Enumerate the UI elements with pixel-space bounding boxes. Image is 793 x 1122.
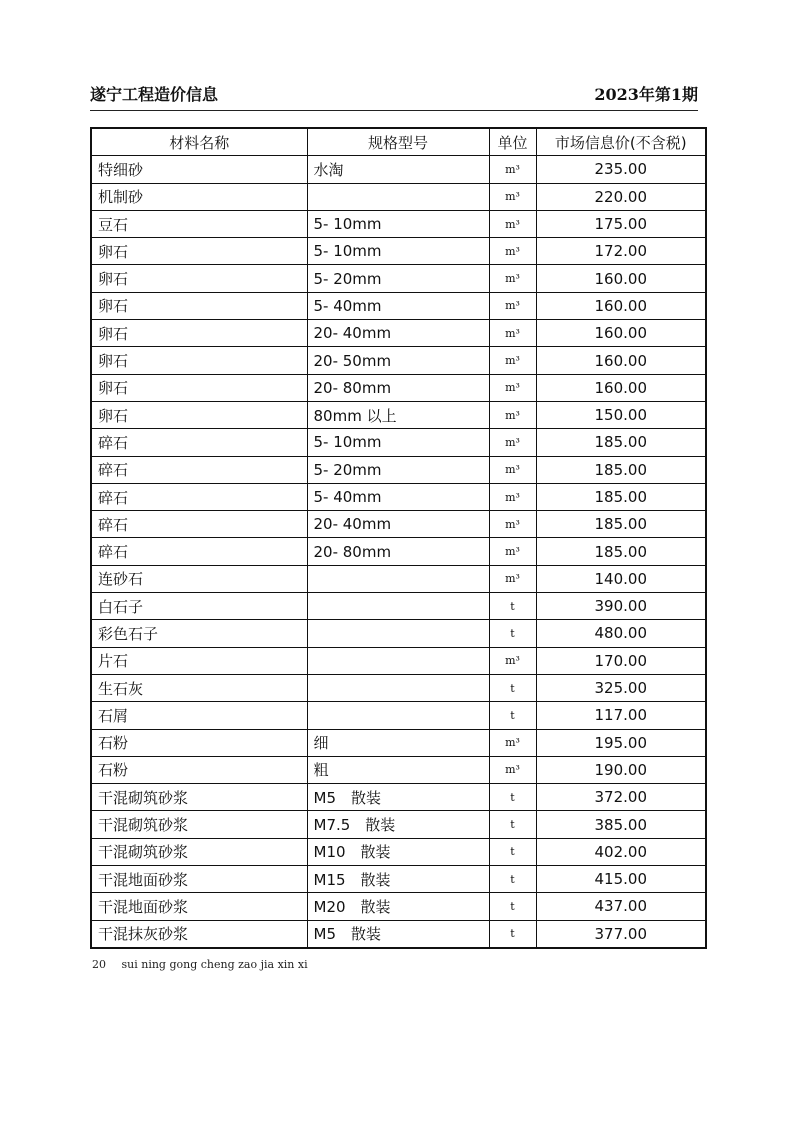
cell-price: 480.00	[536, 620, 706, 647]
table-row	[91, 265, 706, 292]
table-row	[91, 210, 706, 237]
cell-price: 160.00	[536, 292, 706, 319]
cell-spec: 20- 40mm	[307, 511, 489, 538]
publication-title: 遂宁工程造价信息	[90, 85, 219, 104]
cell-material-name: 干混地面砂浆	[91, 866, 307, 893]
table-row	[91, 320, 706, 347]
cell-material-name: 石屑	[91, 702, 307, 729]
cell-unit: m³	[489, 538, 536, 565]
cell-material-name: 豆石	[91, 210, 307, 237]
cell-spec: 20- 80mm	[307, 538, 489, 565]
cell-material-name: 特细砂	[91, 156, 307, 183]
cell-spec: 5- 40mm	[307, 483, 489, 510]
cell-unit: t	[489, 893, 536, 920]
cell-unit: t	[489, 920, 536, 948]
table-row	[91, 456, 706, 483]
cell-material-name: 石粉	[91, 756, 307, 783]
table-row	[91, 565, 706, 592]
cell-unit: m³	[489, 565, 536, 592]
cell-material-name: 机制砂	[91, 183, 307, 210]
table-header-row	[91, 128, 706, 156]
cell-spec: M15 散装	[307, 866, 489, 893]
table-row	[91, 401, 706, 428]
cell-spec: 粗	[307, 756, 489, 783]
cell-unit: m³	[489, 265, 536, 292]
cell-spec: 5- 40mm	[307, 292, 489, 319]
cell-spec: 20- 50mm	[307, 347, 489, 374]
cell-price: 160.00	[536, 320, 706, 347]
cell-spec: 80mm 以上	[307, 401, 489, 428]
cell-material-name: 卵石	[91, 238, 307, 265]
cell-unit: m³	[489, 483, 536, 510]
cell-material-name: 生石灰	[91, 674, 307, 701]
cell-spec: M5 散装	[307, 920, 489, 948]
table-row	[91, 238, 706, 265]
cell-price: 390.00	[536, 593, 706, 620]
cell-unit: m³	[489, 347, 536, 374]
cell-material-name: 卵石	[91, 292, 307, 319]
cell-unit: m³	[489, 183, 536, 210]
cell-price: 372.00	[536, 784, 706, 811]
cell-unit: m³	[489, 429, 536, 456]
cell-price: 195.00	[536, 729, 706, 756]
cell-unit: t	[489, 784, 536, 811]
cell-spec: M5 散装	[307, 784, 489, 811]
table-row	[91, 620, 706, 647]
cell-spec	[307, 674, 489, 701]
page-header	[90, 80, 698, 111]
column-header-price: 市场信息价(不含税)	[536, 128, 706, 156]
cell-spec: M7.5 散装	[307, 811, 489, 838]
cell-unit: m³	[489, 647, 536, 674]
cell-spec: 20- 80mm	[307, 374, 489, 401]
cell-unit: m³	[489, 756, 536, 783]
cell-unit: t	[489, 593, 536, 620]
cell-price: 325.00	[536, 674, 706, 701]
cell-unit: m³	[489, 401, 536, 428]
cell-unit: m³	[489, 210, 536, 237]
table-row	[91, 538, 706, 565]
cell-price: 437.00	[536, 893, 706, 920]
cell-spec	[307, 565, 489, 592]
cell-unit: m³	[489, 729, 536, 756]
price-table	[90, 127, 707, 949]
cell-material-name: 干混地面砂浆	[91, 893, 307, 920]
cell-unit: m³	[489, 511, 536, 538]
cell-unit: m³	[489, 320, 536, 347]
cell-spec: M10 散装	[307, 838, 489, 865]
cell-spec: 5- 20mm	[307, 456, 489, 483]
cell-spec: 20- 40mm	[307, 320, 489, 347]
cell-price: 150.00	[536, 401, 706, 428]
table-row	[91, 511, 706, 538]
cell-material-name: 石粉	[91, 729, 307, 756]
table-row	[91, 920, 706, 948]
cell-unit: m³	[489, 292, 536, 319]
table-row	[91, 784, 706, 811]
cell-price: 160.00	[536, 347, 706, 374]
page-footer	[92, 958, 308, 971]
cell-material-name: 干混砌筑砂浆	[91, 811, 307, 838]
cell-unit: t	[489, 620, 536, 647]
cell-price: 415.00	[536, 866, 706, 893]
table-row	[91, 183, 706, 210]
cell-price: 185.00	[536, 538, 706, 565]
table-row	[91, 756, 706, 783]
cell-price: 172.00	[536, 238, 706, 265]
table-row	[91, 838, 706, 865]
table-row	[91, 593, 706, 620]
table-row	[91, 374, 706, 401]
cell-spec: M20 散装	[307, 893, 489, 920]
cell-spec	[307, 183, 489, 210]
cell-price: 185.00	[536, 483, 706, 510]
column-header-spec: 规格型号	[307, 128, 489, 156]
table-row	[91, 347, 706, 374]
cell-material-name: 片石	[91, 647, 307, 674]
cell-material-name: 碎石	[91, 429, 307, 456]
footer-text: sui ning gong cheng zao jia xin xi	[121, 958, 308, 971]
cell-spec: 5- 20mm	[307, 265, 489, 292]
column-header-unit: 单位	[489, 128, 536, 156]
cell-spec: 水淘	[307, 156, 489, 183]
cell-spec	[307, 702, 489, 729]
table-row	[91, 674, 706, 701]
cell-spec: 细	[307, 729, 489, 756]
cell-price: 402.00	[536, 838, 706, 865]
cell-material-name: 连砂石	[91, 565, 307, 592]
cell-material-name: 卵石	[91, 265, 307, 292]
cell-price: 235.00	[536, 156, 706, 183]
page-number: 20	[92, 958, 106, 971]
cell-material-name: 碎石	[91, 456, 307, 483]
table-row	[91, 483, 706, 510]
cell-unit: t	[489, 702, 536, 729]
cell-material-name: 干混抹灰砂浆	[91, 920, 307, 948]
cell-unit: m³	[489, 156, 536, 183]
table-body	[91, 156, 706, 948]
cell-spec: 5- 10mm	[307, 210, 489, 237]
table-row	[91, 811, 706, 838]
cell-price: 117.00	[536, 702, 706, 729]
cell-price: 377.00	[536, 920, 706, 948]
cell-unit: t	[489, 838, 536, 865]
cell-material-name: 白石子	[91, 593, 307, 620]
cell-spec	[307, 620, 489, 647]
table-row	[91, 729, 706, 756]
table-row	[91, 647, 706, 674]
cell-price: 185.00	[536, 456, 706, 483]
cell-unit: m³	[489, 374, 536, 401]
table-row	[91, 702, 706, 729]
cell-material-name: 彩色石子	[91, 620, 307, 647]
cell-unit: t	[489, 866, 536, 893]
cell-unit: m³	[489, 238, 536, 265]
cell-price: 185.00	[536, 511, 706, 538]
cell-price: 385.00	[536, 811, 706, 838]
table-row	[91, 893, 706, 920]
cell-material-name: 卵石	[91, 320, 307, 347]
table-row	[91, 866, 706, 893]
cell-price: 185.00	[536, 429, 706, 456]
table-row	[91, 156, 706, 183]
cell-unit: t	[489, 811, 536, 838]
issue-number: 2023年第1期	[594, 85, 698, 104]
cell-material-name: 卵石	[91, 401, 307, 428]
cell-price: 170.00	[536, 647, 706, 674]
cell-price: 160.00	[536, 265, 706, 292]
cell-spec	[307, 593, 489, 620]
cell-material-name: 卵石	[91, 347, 307, 374]
cell-spec: 5- 10mm	[307, 429, 489, 456]
table-row	[91, 429, 706, 456]
cell-material-name: 碎石	[91, 538, 307, 565]
cell-spec	[307, 647, 489, 674]
cell-price: 140.00	[536, 565, 706, 592]
cell-unit: t	[489, 674, 536, 701]
cell-material-name: 碎石	[91, 511, 307, 538]
cell-material-name: 干混砌筑砂浆	[91, 784, 307, 811]
cell-material-name: 碎石	[91, 483, 307, 510]
table-row	[91, 292, 706, 319]
column-header-material: 材料名称	[91, 128, 307, 156]
cell-spec: 5- 10mm	[307, 238, 489, 265]
cell-price: 190.00	[536, 756, 706, 783]
cell-price: 220.00	[536, 183, 706, 210]
cell-unit: m³	[489, 456, 536, 483]
cell-material-name: 干混砌筑砂浆	[91, 838, 307, 865]
cell-price: 175.00	[536, 210, 706, 237]
cell-price: 160.00	[536, 374, 706, 401]
cell-material-name: 卵石	[91, 374, 307, 401]
